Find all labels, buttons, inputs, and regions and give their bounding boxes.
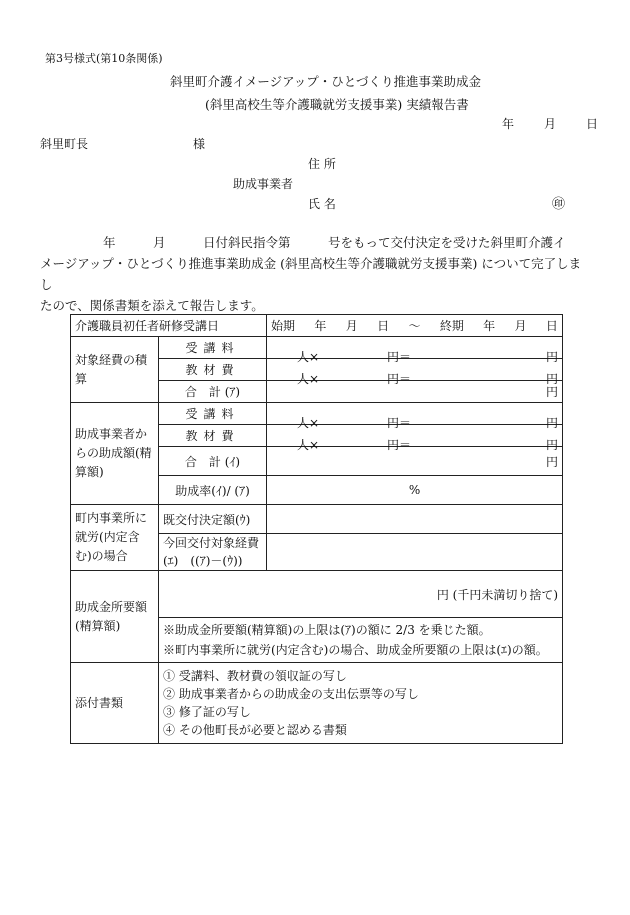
current-eligible-field[interactable] <box>267 534 563 571</box>
end-year: 年 <box>483 319 496 333</box>
grant-rate-field[interactable] <box>267 476 563 505</box>
end-label: 終期 <box>439 319 464 333</box>
already-granted-label: 既交付決定額(ｳ) <box>159 505 267 534</box>
current-eligible-label: 今回交付対象経費(ｴ) ((ｱ)－(ｳ)) <box>159 534 267 571</box>
report-date <box>502 115 598 132</box>
required-yen-note: 円 (千円未満切り捨て) <box>436 587 559 602</box>
attachment-item: ③ 修了証の写し <box>163 705 251 719</box>
body-line-3: たので、関係書類を添えて報告します。 <box>40 298 264 313</box>
unit-person: 人× <box>297 349 320 364</box>
unit-yen: 円 <box>546 371 559 386</box>
unit-yen-equals: 円＝ <box>387 371 412 386</box>
estimate-materials-field[interactable] <box>267 359 563 386</box>
training-date-range <box>271 317 558 334</box>
grant-rate-label: 助成率(ｲ)/ (ｱ) <box>159 476 267 505</box>
attachment-item: ④ その他町長が必要と認める書類 <box>163 723 347 737</box>
already-granted-field[interactable] <box>267 505 563 534</box>
start-day: 日 <box>377 319 390 333</box>
required-note-1: ※助成金所要額(精算額)の上限は(ｱ)の額に 2/3 を乗じた額。 <box>163 623 491 637</box>
training-date-row <box>71 315 563 337</box>
document-subtitle: (斜里高校生等介護職就労支援事業) 実績報告書 <box>205 97 469 112</box>
unit-person: 人× <box>297 371 320 386</box>
addressee-honorific: 様 <box>193 137 206 151</box>
grant-materials-label: 教材費 <box>159 425 267 447</box>
estimate-total-label: 合 計 (ｱ) <box>159 381 267 403</box>
end-month: 月 <box>514 319 527 333</box>
grant-section-label: 助成事業者からの助成額(精算額) <box>71 403 159 505</box>
unit-yen: 円 <box>546 349 559 364</box>
grant-total-label: 合 計 (ｲ) <box>159 447 267 476</box>
town-section-label: 町内事業所に就労(内定含む)の場合 <box>71 505 159 571</box>
date-year-label: 年 <box>502 117 515 131</box>
required-amount-field[interactable] <box>159 571 563 618</box>
attachments-label: 添付書類 <box>71 663 159 744</box>
unit-yen-equals: 円＝ <box>387 437 412 452</box>
range-tilde: ～ <box>408 319 421 333</box>
body-line-2: メージアップ・ひとづくり推進事業助成金 (斜里高校生等介護職就労支援事業) について完了しまし <box>40 256 582 292</box>
unit-yen: 円 <box>546 437 559 452</box>
start-month: 月 <box>345 319 358 333</box>
attachment-item: ② 助成事業者からの助成金の支出伝票等の写し <box>163 687 419 701</box>
required-section-label: 助成金所要額(精算額) <box>71 571 159 663</box>
date-month-label: 月 <box>544 117 557 131</box>
estimate-tuition-field[interactable] <box>267 337 563 364</box>
training-date-field[interactable] <box>267 315 563 337</box>
estimate-tuition-label: 受講料 <box>159 337 267 359</box>
date-day-label: 日 <box>586 117 599 131</box>
start-label: 始期 <box>271 319 296 333</box>
grant-materials-field[interactable] <box>267 425 563 452</box>
addressee-mayor: 斜里町長 <box>40 137 89 151</box>
grantee-label: 助成事業者 <box>233 177 294 191</box>
unit-yen-equals: 円＝ <box>387 349 412 364</box>
grant-tuition-label: 受講料 <box>159 403 267 425</box>
unit-person: 人× <box>297 415 320 430</box>
required-notes <box>159 618 563 663</box>
start-year: 年 <box>314 319 327 333</box>
estimate-section-label: 対象経費の積算 <box>71 337 159 403</box>
report-body <box>40 232 592 316</box>
unit-yen: 円 <box>546 385 559 399</box>
attachments-list <box>159 663 563 744</box>
end-day: 日 <box>545 319 558 333</box>
body-line-1: 年 月 日付斜民指令第 号をもって交付決定を受けた斜里町介護イ <box>103 235 566 250</box>
unit-yen: 円 <box>546 415 559 430</box>
report-table <box>70 314 563 744</box>
address-label: 住 所 <box>308 157 336 171</box>
name-label: 氏 名 <box>308 197 336 211</box>
form-number: 第3号様式(第10条関係) <box>45 52 163 65</box>
estimate-materials-label: 教材費 <box>159 359 267 381</box>
document-title: 斜里町介護イメージアップ・ひとづくり推進事業助成金 <box>170 74 482 89</box>
unit-yen-equals: 円＝ <box>387 415 412 430</box>
seal-mark: ㊞ <box>552 197 566 212</box>
unit-person: 人× <box>297 437 320 452</box>
required-note-2: ※町内事業所に就労(内定含む)の場合、助成金所要額の上限は(ｴ)の額。 <box>163 643 548 657</box>
training-date-label: 介護職員初任者研修受講日 <box>71 315 267 337</box>
grant-tuition-field[interactable] <box>267 403 563 430</box>
unit-yen: 円 <box>546 454 559 469</box>
attachment-item: ① 受講料、教材費の領収証の写し <box>163 669 347 683</box>
percent-sign: % <box>408 483 421 497</box>
